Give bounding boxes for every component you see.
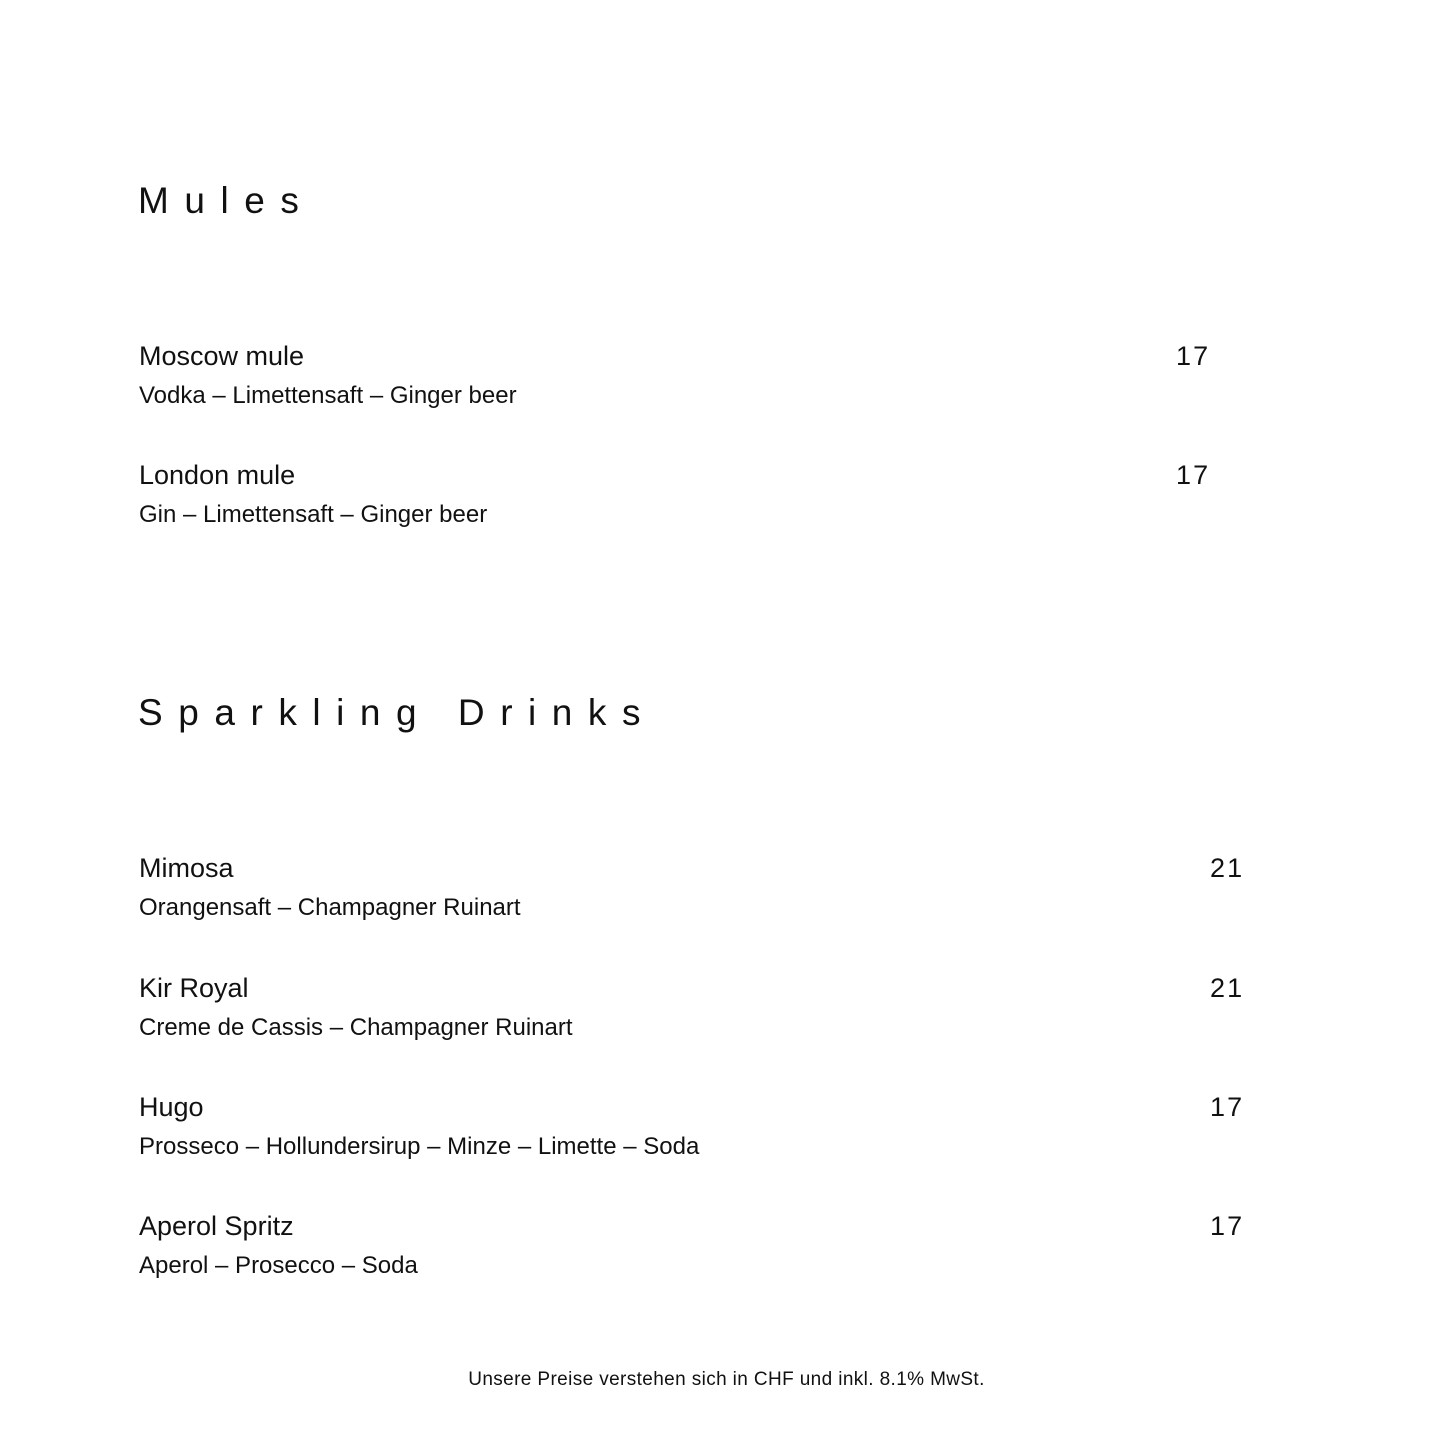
item-price: 17 xyxy=(1176,341,1211,371)
price-note: Unsere Preise verstehen sich in CHF und inkl. 8.1% MwSt. xyxy=(468,1369,985,1390)
item-name: Hugo xyxy=(139,1092,204,1122)
item-description: Aperol – Prosecco – Soda xyxy=(139,1252,418,1279)
item-name: Kir Royal xyxy=(139,973,249,1003)
item-price: 21 xyxy=(1210,973,1245,1003)
menu-item-hugo xyxy=(139,1094,699,1159)
menu-item-london-mule xyxy=(139,462,487,527)
item-price: 21 xyxy=(1210,853,1245,883)
item-name: Moscow mule xyxy=(139,341,305,371)
item-description: Prosseco – Hollundersirup – Minze – Limette – Soda xyxy=(139,1133,700,1160)
item-description: Gin – Limettensaft – Ginger beer xyxy=(139,501,488,528)
item-description: Orangensaft – Champagner Ruinart xyxy=(139,894,521,921)
item-price: 17 xyxy=(1210,1211,1245,1241)
item-price: 17 xyxy=(1176,460,1211,490)
menu-item-aperol-spritz xyxy=(139,1213,418,1278)
menu-item-kir-royal xyxy=(139,975,573,1040)
item-price: 17 xyxy=(1210,1092,1245,1122)
item-name: Aperol Spritz xyxy=(139,1211,294,1241)
menu-item-moscow-mule xyxy=(139,343,517,408)
item-description: Vodka – Limettensaft – Ginger beer xyxy=(139,382,517,409)
menu-item-mimosa xyxy=(139,855,521,920)
section-title-mules: Mules xyxy=(138,180,315,221)
item-name: London mule xyxy=(139,460,296,490)
item-description: Creme de Cassis – Champagner Ruinart xyxy=(139,1014,573,1041)
section-title-sparkling-drinks: Sparkling Drinks xyxy=(138,692,657,733)
item-name: Mimosa xyxy=(139,853,234,883)
